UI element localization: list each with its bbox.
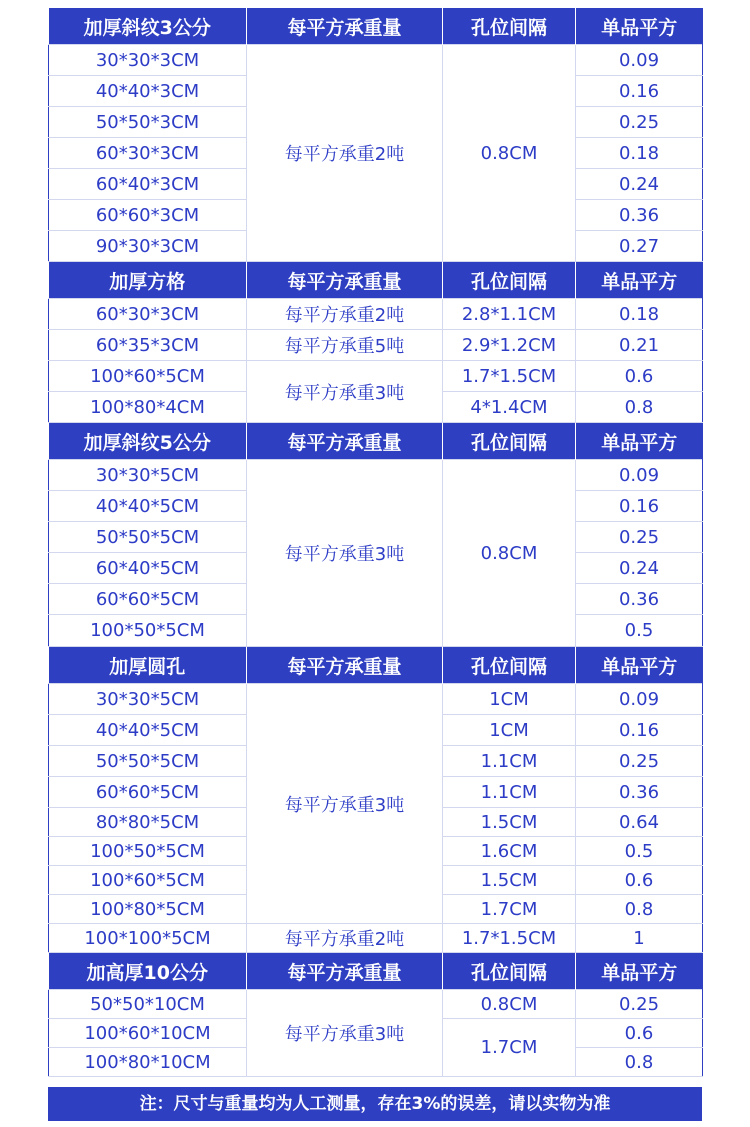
hole-spacing-cell: 1.6CM [443, 837, 576, 866]
unit-area-cell: 0.8 [576, 1048, 703, 1077]
unit-area-cell: 0.25 [576, 522, 703, 553]
spec-table [48, 8, 703, 1077]
unit-area-cell: 0.25 [576, 746, 703, 777]
unit-area-cell: 0.16 [576, 715, 703, 746]
size-cell: 80*80*5CM [49, 808, 247, 837]
hole-spacing-cell: 1.1CM [443, 746, 576, 777]
section-header-row [49, 262, 703, 299]
hole-spacing-cell: 1.1CM [443, 777, 576, 808]
size-cell: 60*60*3CM [49, 200, 247, 231]
column-header: 孔位间隔 [443, 647, 576, 684]
column-header: 每平方承重量 [247, 423, 443, 460]
size-cell: 100*60*5CM [49, 361, 247, 392]
table-row [49, 460, 703, 491]
load-cell: 每平方承重2吨 [247, 924, 443, 953]
section-header-row [49, 647, 703, 684]
section-title: 加厚方格 [49, 262, 247, 299]
hole-spacing-cell: 1CM [443, 715, 576, 746]
section-title: 加厚圆孔 [49, 647, 247, 684]
hole-spacing-cell: 1.7*1.5CM [443, 924, 576, 953]
hole-spacing-cell: 1.7CM [443, 1019, 576, 1077]
unit-area-cell: 0.16 [576, 76, 703, 107]
size-cell: 100*80*10CM [49, 1048, 247, 1077]
column-header: 单品平方 [576, 647, 703, 684]
size-cell: 50*50*5CM [49, 746, 247, 777]
load-cell: 每平方承重3吨 [247, 460, 443, 647]
spec-table-body [49, 8, 703, 1077]
size-cell: 60*60*5CM [49, 777, 247, 808]
table-row [49, 299, 703, 330]
unit-area-cell: 0.6 [576, 866, 703, 895]
table-row [49, 684, 703, 715]
unit-area-cell: 0.5 [576, 837, 703, 866]
unit-area-cell: 0.09 [576, 684, 703, 715]
unit-area-cell: 0.36 [576, 584, 703, 615]
section-header-row [49, 8, 703, 45]
size-cell: 30*30*5CM [49, 684, 247, 715]
unit-area-cell: 0.6 [576, 1019, 703, 1048]
unit-area-cell: 0.6 [576, 361, 703, 392]
section-title: 加高厚10公分 [49, 953, 247, 990]
size-cell: 90*30*3CM [49, 231, 247, 262]
table-row [49, 990, 703, 1019]
load-cell: 每平方承重3吨 [247, 684, 443, 924]
size-cell: 50*50*5CM [49, 522, 247, 553]
unit-area-cell: 0.24 [576, 553, 703, 584]
load-cell: 每平方承重3吨 [247, 361, 443, 423]
size-cell: 60*30*3CM [49, 138, 247, 169]
unit-area-cell: 0.18 [576, 299, 703, 330]
table-row [49, 45, 703, 76]
unit-area-cell: 0.64 [576, 808, 703, 837]
size-cell: 60*40*3CM [49, 169, 247, 200]
unit-area-cell: 0.25 [576, 107, 703, 138]
size-cell: 40*40*3CM [49, 76, 247, 107]
load-cell: 每平方承重5吨 [247, 330, 443, 361]
unit-area-cell: 0.36 [576, 200, 703, 231]
unit-area-cell: 0.21 [576, 330, 703, 361]
size-cell: 60*60*5CM [49, 584, 247, 615]
size-cell: 50*50*3CM [49, 107, 247, 138]
hole-spacing-cell: 0.8CM [443, 990, 576, 1019]
column-header: 每平方承重量 [247, 647, 443, 684]
hole-spacing-cell: 2.9*1.2CM [443, 330, 576, 361]
column-header: 孔位间隔 [443, 953, 576, 990]
hole-spacing-cell: 2.8*1.1CM [443, 299, 576, 330]
section-header-row [49, 423, 703, 460]
load-cell: 每平方承重2吨 [247, 299, 443, 330]
disclaimer-note: 注：尺寸与重量均为人工测量，存在3%的误差，请以实物为准 [48, 1087, 702, 1121]
load-cell: 每平方承重2吨 [247, 45, 443, 262]
size-cell: 100*50*5CM [49, 837, 247, 866]
column-header: 每平方承重量 [247, 262, 443, 299]
column-header: 孔位间隔 [443, 8, 576, 45]
section-title: 加厚斜纹5公分 [49, 423, 247, 460]
size-cell: 100*100*5CM [49, 924, 247, 953]
size-cell: 60*40*5CM [49, 553, 247, 584]
table-row [49, 924, 703, 953]
unit-area-cell: 0.25 [576, 990, 703, 1019]
column-header: 单品平方 [576, 953, 703, 990]
column-header: 每平方承重量 [247, 953, 443, 990]
unit-area-cell: 0.36 [576, 777, 703, 808]
column-header: 单品平方 [576, 262, 703, 299]
section-header-row [49, 953, 703, 990]
size-cell: 60*30*3CM [49, 299, 247, 330]
size-cell: 100*60*5CM [49, 866, 247, 895]
size-cell: 30*30*5CM [49, 460, 247, 491]
section-title: 加厚斜纹3公分 [49, 8, 247, 45]
size-cell: 60*35*3CM [49, 330, 247, 361]
size-cell: 50*50*10CM [49, 990, 247, 1019]
hole-spacing-cell: 0.8CM [443, 45, 576, 262]
size-cell: 30*30*3CM [49, 45, 247, 76]
column-header: 单品平方 [576, 423, 703, 460]
load-cell: 每平方承重3吨 [247, 990, 443, 1077]
size-cell: 100*80*4CM [49, 392, 247, 423]
size-cell: 40*40*5CM [49, 715, 247, 746]
unit-area-cell: 0.16 [576, 491, 703, 522]
column-header: 每平方承重量 [247, 8, 443, 45]
unit-area-cell: 0.5 [576, 615, 703, 647]
hole-spacing-cell: 1.7*1.5CM [443, 361, 576, 392]
hole-spacing-cell: 1.7CM [443, 895, 576, 924]
table-row [49, 361, 703, 392]
size-cell: 100*80*5CM [49, 895, 247, 924]
hole-spacing-cell: 1.5CM [443, 866, 576, 895]
hole-spacing-cell: 0.8CM [443, 460, 576, 647]
size-cell: 40*40*5CM [49, 491, 247, 522]
unit-area-cell: 0.18 [576, 138, 703, 169]
hole-spacing-cell: 1CM [443, 684, 576, 715]
hole-spacing-cell: 4*1.4CM [443, 392, 576, 423]
size-cell: 100*50*5CM [49, 615, 247, 647]
spec-table-container [48, 8, 702, 1121]
unit-area-cell: 0.24 [576, 169, 703, 200]
hole-spacing-cell: 1.5CM [443, 808, 576, 837]
unit-area-cell: 0.09 [576, 460, 703, 491]
unit-area-cell: 0.27 [576, 231, 703, 262]
unit-area-cell: 0.8 [576, 895, 703, 924]
table-row [49, 330, 703, 361]
unit-area-cell: 0.8 [576, 392, 703, 423]
size-cell: 100*60*10CM [49, 1019, 247, 1048]
unit-area-cell: 1 [576, 924, 703, 953]
unit-area-cell: 0.09 [576, 45, 703, 76]
column-header: 孔位间隔 [443, 262, 576, 299]
column-header: 单品平方 [576, 8, 703, 45]
column-header: 孔位间隔 [443, 423, 576, 460]
